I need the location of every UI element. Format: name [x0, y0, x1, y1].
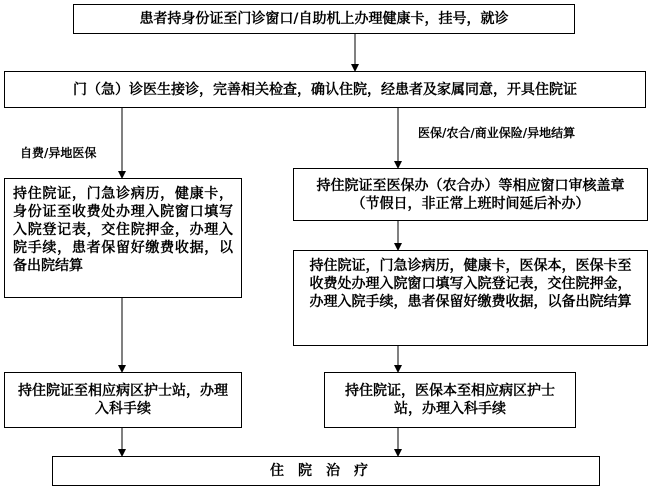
- step-treatment-box: [52, 456, 600, 486]
- step-self-pay-admission-text: 持住院证，门急诊病历，健康卡，身份证至收费处办理入院窗口填写入院登记表，交住院押金，办理入院手续，患者保留好缴费收据，以备出院结算: [13, 186, 233, 274]
- branch-label-insurance: 医保/农合/商业保险/异地结算: [418, 126, 576, 140]
- step-self-pay-ward-box: [4, 372, 242, 428]
- step-self-pay-admission-box: [4, 178, 242, 298]
- step-doctor-box: [4, 71, 646, 108]
- step-insurance-approval-text: 持住院证至医保办（农合办）等相应窗口审核盖章（节假日，非正常上班时间延后补办）: [316, 177, 625, 212]
- step-register-text: 患者持身份证至门诊窗口/自助机上办理健康卡，挂号，就诊: [139, 11, 509, 27]
- step-doctor-text: 门（急）诊医生接诊，完善相关检查，确认住院，经患者及家属同意，开具住院证: [73, 81, 577, 98]
- step-insurance-admission-box: [293, 250, 648, 346]
- step-insurance-ward-text: 持住院证，医保本至相应病区护士站，办理入科手续: [345, 383, 555, 417]
- step-treatment-text: 住院治疗: [270, 463, 382, 479]
- step-self-pay-ward-text: 持住院证至相应病区护士站，办理入科手续: [18, 383, 228, 417]
- step-insurance-ward-box: [324, 372, 576, 428]
- step-register-box: [73, 4, 575, 34]
- branch-label-self-pay: 自费/异地医保: [20, 146, 97, 160]
- step-insurance-admission-text: 持住院证，门急诊病历，健康卡，医保本，医保卡至收费处办理入院窗口填写入院登记表，交住院押金，办理入院手续，患者保留好缴费收据，以备出院结算: [309, 258, 632, 310]
- step-insurance-approval-box: [293, 168, 648, 221]
